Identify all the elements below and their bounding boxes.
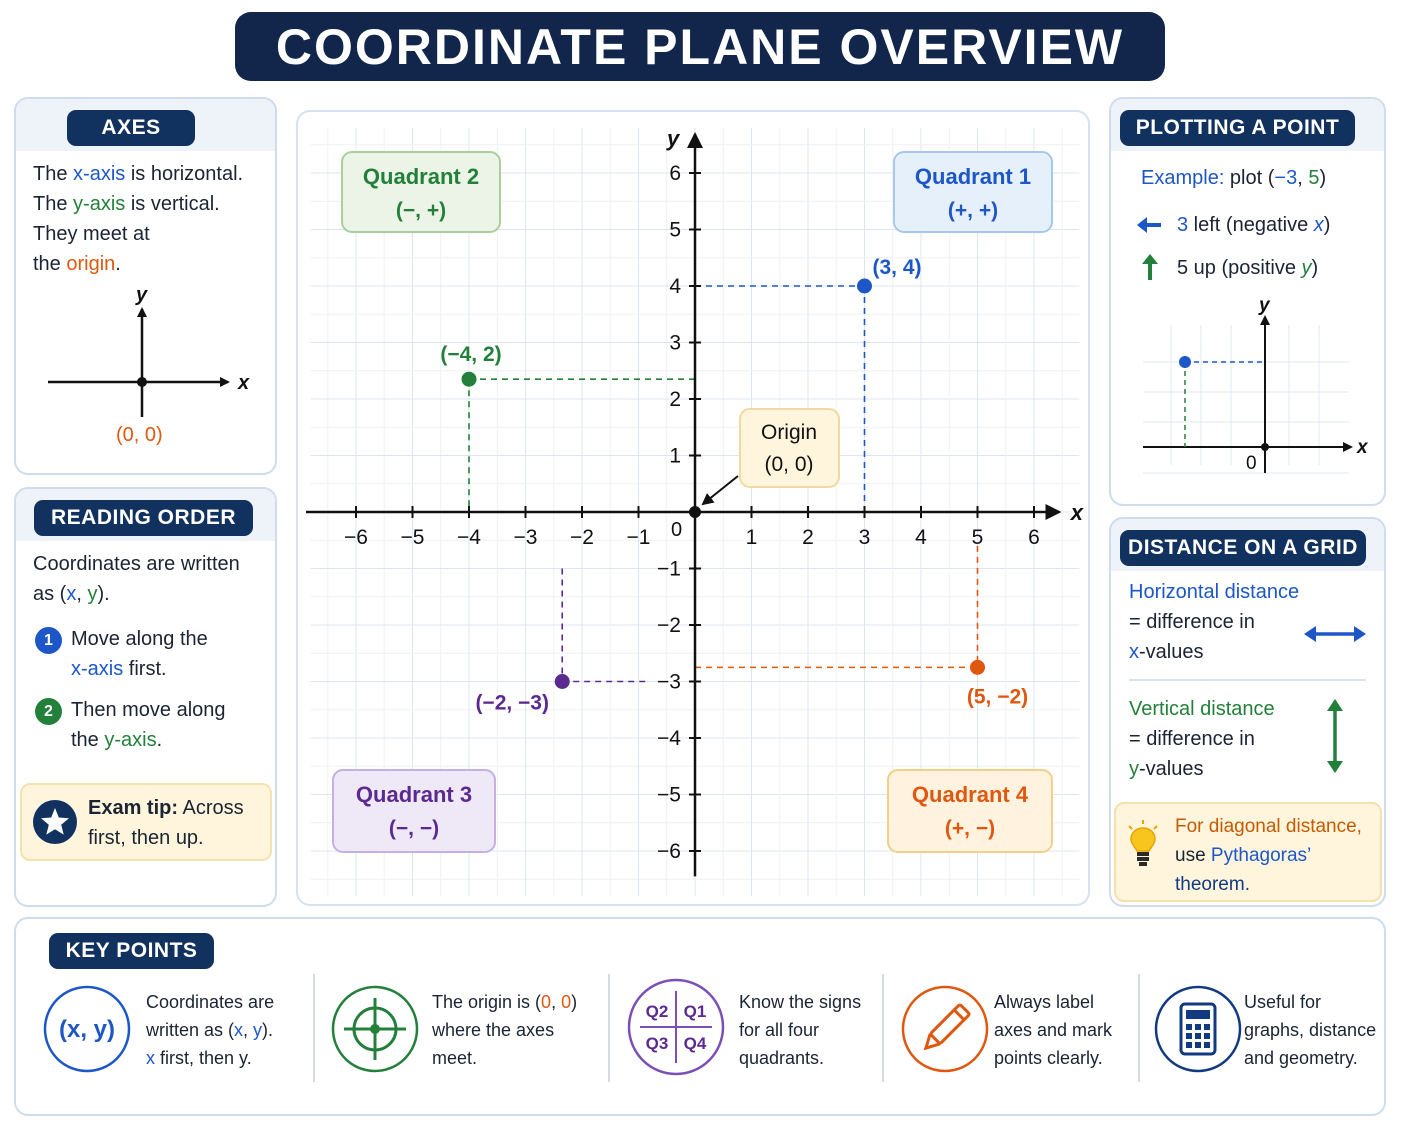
reading-intro: Coordinates are written as (x, y). [33, 553, 240, 605]
mini-x-label: x [238, 372, 250, 394]
key-point-2-text: The origin is (0, 0) where the axes meet. [432, 992, 578, 1068]
plotting-point-card [1109, 97, 1386, 506]
y-tick-label: −4 [657, 727, 681, 750]
origin-callout-title: Origin [760, 421, 818, 444]
plotted-point [857, 279, 872, 294]
plotted-point [970, 660, 985, 675]
xy-coordinates-icon [42, 984, 132, 1074]
axes-heading: AXES [67, 110, 195, 146]
key-points-heading: KEY POINTS [49, 933, 214, 969]
axes-text: The x-axis is horizontal. The y-axis is vertical. They meet at the origin. [33, 163, 244, 275]
vertical-distance-text: Vertical distance = difference in y-values [1129, 698, 1275, 780]
step-1-badge: 1 [35, 627, 62, 654]
origin-callout-coords: (0, 0) [764, 453, 814, 476]
x-tick-label: −6 [344, 526, 368, 549]
quadrant-name: Quadrant 3 [355, 782, 473, 807]
key-points-divider [1138, 974, 1140, 1082]
diagonal-tip-text: For diagonal distance, use Pythagoras’ theorem. [1175, 816, 1362, 895]
key-point-5-text: Useful for graphs, distance and geometry. [1244, 992, 1377, 1068]
y-tick-label: −6 [657, 840, 681, 863]
point-label: (−4, 2) [440, 343, 502, 367]
step-2-text: Then move along the y-axis. [71, 699, 226, 751]
key-point-1-text: Coordinates are written as (x, y). x first, then y. [146, 992, 275, 1068]
origin-pointer-arrow [703, 476, 738, 504]
point-label: (5, −2) [966, 685, 1029, 709]
x-tick-label: 4 [915, 526, 927, 549]
distance-card [1109, 517, 1386, 907]
quadrant-signs: (+, −) [944, 817, 996, 840]
arrow-left-icon [1135, 213, 1165, 237]
plotting-example: Example: plot (−3, 5) [1141, 167, 1327, 189]
step-1-text: Move along the x-axis first. [71, 628, 208, 680]
calculator-icon [1153, 984, 1243, 1074]
plotting-step-1: 3 left (negative x) [1177, 214, 1331, 236]
y-axis-label: y [667, 126, 680, 151]
double-arrow-vertical-icon [1323, 698, 1347, 774]
y-tick-label: −2 [657, 614, 681, 637]
mini-origin-dot [137, 377, 147, 387]
quadrant-signs: (−, −) [388, 817, 440, 840]
y-tick-label: 1 [669, 444, 681, 468]
y-tick-label: 2 [669, 388, 681, 411]
quadrant-name: Quadrant 4 [911, 782, 1029, 807]
star-icon [32, 799, 78, 845]
svg-text:Q4: Q4 [683, 1034, 707, 1053]
y-tick-label: 3 [669, 331, 681, 355]
page-title: COORDINATE PLANE OVERVIEW [235, 12, 1165, 81]
mini-plot-diagram [1119, 295, 1379, 485]
quadrant-name: Quadrant 2 [362, 164, 480, 189]
key-points-divider [608, 974, 610, 1082]
y-tick-label: −1 [657, 557, 681, 581]
coordinate-grid-card [296, 110, 1090, 906]
point-label: (−2, −3) [475, 691, 549, 715]
distance-divider [1129, 679, 1366, 681]
x-tick-label: 1 [745, 526, 758, 549]
zero-label: 0 [671, 519, 683, 541]
mini-y-label: y [136, 284, 148, 306]
mini-plot-origin-dot [1261, 443, 1269, 451]
x-tick-label: −2 [570, 526, 594, 549]
point-label: (3, 4) [872, 256, 922, 279]
x-tick-label: −1 [626, 526, 651, 549]
y-tick-label: 5 [669, 218, 681, 242]
reading-order-card [14, 487, 277, 907]
mini-plot-point [1179, 356, 1191, 368]
double-arrow-horizontal-icon [1303, 622, 1367, 646]
x-tick-label: −4 [457, 526, 481, 549]
svg-text:Q3: Q3 [645, 1034, 669, 1053]
quadrant-signs: (+, +) [947, 199, 999, 222]
quadrant-signs: (−, +) [395, 199, 447, 222]
mini-origin-label: (0, 0) [116, 424, 163, 446]
x-tick-label: −5 [400, 526, 425, 549]
key-points-card [14, 917, 1386, 1116]
plotted-point [462, 372, 477, 387]
svg-text:Q1: Q1 [683, 1002, 707, 1021]
plotting-step-2: 5 up (positive y) [1177, 257, 1319, 279]
origin-dot [689, 506, 701, 518]
axes-card [14, 97, 277, 475]
mini-plot-x-label: x [1357, 437, 1368, 458]
diagonal-tip-box [1114, 802, 1382, 902]
mini-plot-zero-label: 0 [1246, 453, 1257, 474]
quadrants-icon [626, 977, 726, 1077]
key-points-divider [882, 974, 884, 1082]
y-tick-label: 6 [669, 162, 681, 185]
mini-plot-y-label: y [1259, 295, 1270, 316]
key-point-4-text: Always label axes and mark points clearly. [994, 992, 1113, 1068]
key-points-divider [313, 974, 315, 1082]
arrow-up-icon [1138, 252, 1162, 282]
coordinate-grid [298, 112, 1088, 904]
horizontal-distance-text: Horizontal distance = difference in x-values [1129, 581, 1300, 663]
mini-axes-diagram [30, 279, 270, 449]
key-point-3-text: Know the signs for all four quadrants. [739, 992, 862, 1068]
pencil-icon [900, 984, 990, 1074]
x-axis-label: x [1070, 500, 1083, 525]
x-tick-label: 2 [802, 526, 814, 549]
x-tick-label: −3 [513, 526, 538, 549]
step-2-badge: 2 [35, 698, 62, 725]
x-tick-label: 5 [971, 526, 984, 549]
lightbulb-icon [1126, 820, 1160, 872]
plotted-point [555, 674, 570, 689]
y-tick-label: −5 [657, 783, 681, 807]
svg-text:(x, y): (x, y) [58, 1016, 116, 1043]
plotting-heading: PLOTTING A POINT [1120, 110, 1355, 146]
quadrant-name: Quadrant 1 [914, 164, 1032, 189]
exam-tip-box [20, 783, 272, 861]
exam-tip-text: Exam tip: Across first, then up. [88, 797, 244, 849]
y-tick-label: −3 [657, 670, 681, 694]
x-tick-label: 6 [1028, 526, 1040, 549]
reading-order-heading: READING ORDER [34, 500, 253, 536]
x-tick-label: 3 [858, 526, 871, 549]
y-tick-label: 4 [669, 275, 681, 298]
svg-text:Q2: Q2 [645, 1002, 669, 1021]
crosshair-icon [330, 984, 420, 1074]
distance-heading: DISTANCE ON A GRID [1120, 530, 1366, 566]
